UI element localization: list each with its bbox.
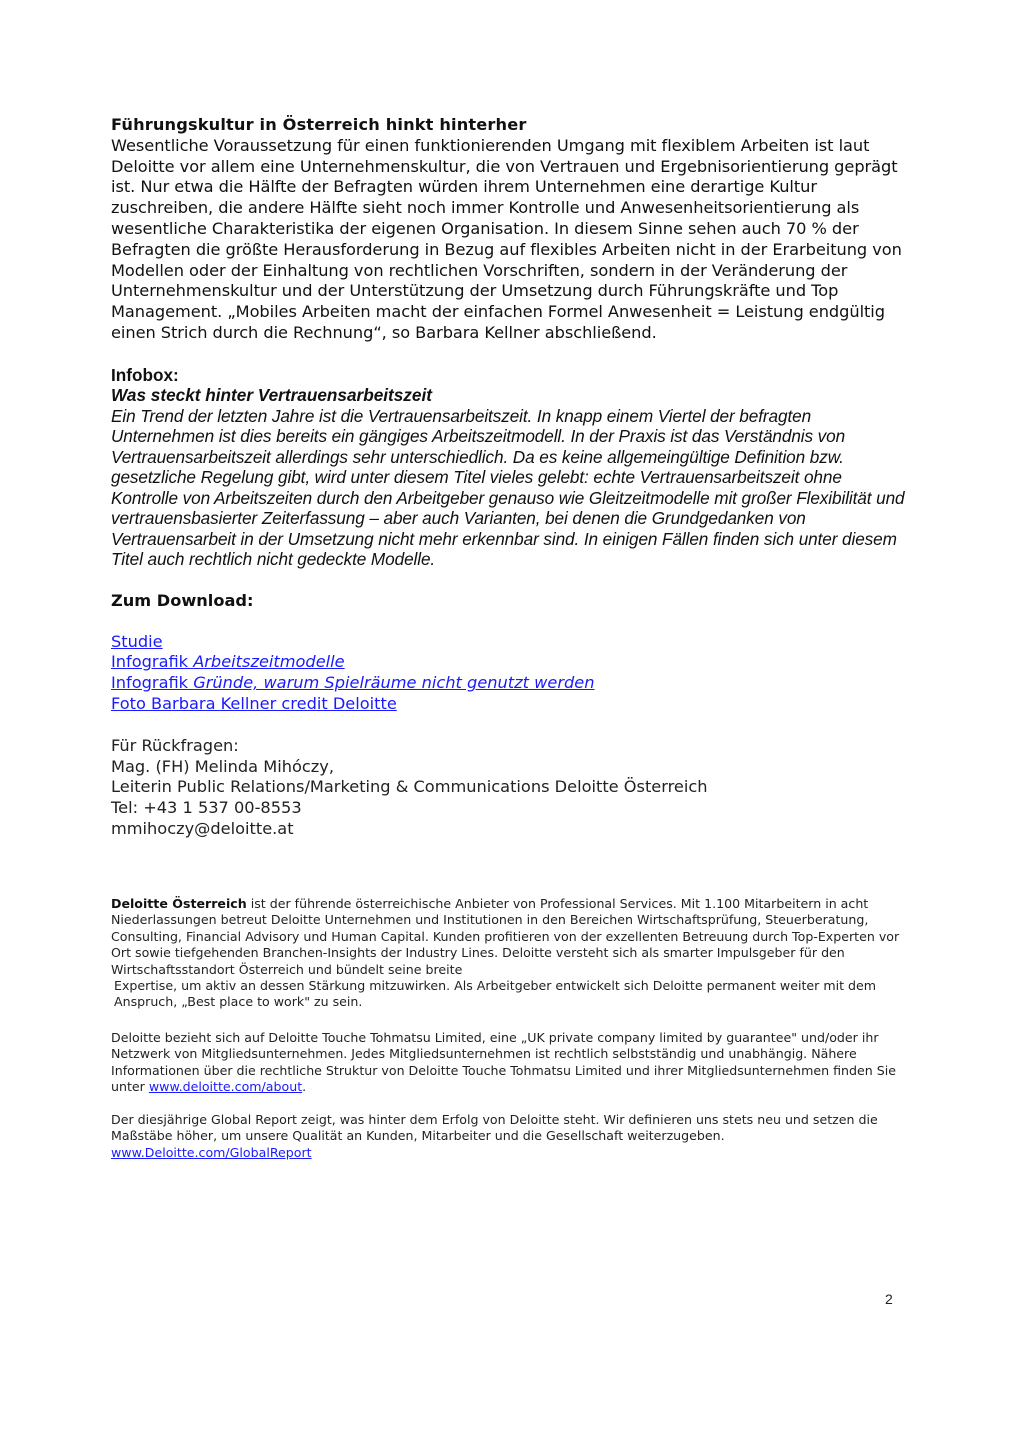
link-studie[interactable]: Studie xyxy=(111,631,163,651)
infobox-title: Was steckt hinter Vertrauensarbeitszeit xyxy=(111,385,432,406)
infobox-label: Infobox: xyxy=(111,364,179,385)
section-heading: Führungskultur in Österreich hinkt hinterher xyxy=(111,115,527,134)
link-global-report[interactable]: www.Deloitte.com/GlobalReport xyxy=(111,1144,312,1160)
boilerplate-legal: Deloitte bezieht sich auf Deloitte Touche Tohmatsu Limited, eine „UK private company limited by guarantee" und/oder ihr Netzwerk von Mitgliedsunternehmen. Jedes Mitgliedsunternehmen ist rechtlich selbstständig und unabhängig. Nähere Informationen über die rechtliche Struktur von Deloitte Touche Tohmatsu Limited und ihrer Mitgliedsunternehmen finden Sie unter www.deloitte.com/about. xyxy=(111,1030,896,1095)
boilerplate-global-report: Der diesjährige Global Report zeigt, was hinter dem Erfolg von Deloitte steht. Wir definieren uns stets neu und setzen die Maßstäbe höher, um unsere Qualität an Kunden, Mitarbeiter und die Gesellschaft weiterzugeben. www.Deloitte.com/GlobalReport xyxy=(111,1112,878,1160)
section-body: Wesentliche Voraussetzung für einen funktionierenden Umgang mit flexiblem Arbeiten ist laut Deloitte vor allem eine Unternehmenskultur, die von Vertrauen und Ergebnisorientierung geprägt ist. Nur etwa die Hälfte der Befragten würden ihrem Unternehmen eine derartige Kultur zuschreiben, die andere Hälfte sieht noch immer Kontrolle und Anwesenheitsorientierung als wesentliche Charakteristika der eigenen Organisation. In diesem Sinne sehen auch 70 % der Befragten die größte Herausforderung in Bezug auf flexibles Arbeiten nicht in der Erarbeitung von Modellen oder der Einhaltung von rechtlichen Vorschriften, sondern in der Veränderung der Unternehmenskultur und der Unterstützung der Umsetzung durch Führungskräfte und Top Management. „Mobiles Arbeiten macht der einfachen Formel Anwesenheit = Leistung endgültig einen Strich durch die Rechnung“, so Barbara Kellner abschließend. xyxy=(111,135,902,342)
contact-block xyxy=(111,736,911,840)
contact-role: Leiterin Public Relations/Marketing & Communications Deloitte Österreich xyxy=(111,777,708,797)
contact-phone: Tel: +43 1 537 00-8553 xyxy=(111,798,302,818)
link-infografik-gruende[interactable]: Infografik Gründe, warum Spielräume nicht genutzt werden xyxy=(111,673,595,693)
document-page xyxy=(111,115,911,840)
infobox-body: Ein Trend der letzten Jahre ist die Vertrauensarbeitszeit. In knapp einem Viertel der befragten Unternehmen ist dies bereits ein gängiges Arbeitszeitmodell. In der Praxis ist das Verständnis von Vertrauensarbeitszeit allerdings sehr unterschiedlich. Da es keine allgemeingültige Definition bzw. gesetzliche Regelung gibt, wird unter diesem Titel vieles gelebt: echte Vertrauensarbeitszeit ohne Kontrolle von Arbeitszeiten durch den Arbeitgeber genauso wie Gleitzeitmodelle mit großer Flexibilität und vertrauensbasierter Zeiterfassung – aber auch Varianten, bei denen die Grundgedanken von Vertrauensarbeit in der Umsetzung nicht mehr erkennbar sind. In einigen Fällen finden sich unter diesem Titel auch rechtlich nicht gedeckte Modelle. xyxy=(111,405,905,570)
link-deloitte-about[interactable]: www.deloitte.com/about xyxy=(148,1079,303,1095)
link-infografik-arbeitszeitmodelle[interactable]: Infografik Arbeitszeitmodelle xyxy=(111,652,345,672)
boilerplate-about-continued: Expertise, um aktiv an dessen Stärkung mitzuwirken. Als Arbeitgeber entwickelt sich Deloitte permanent weiter mit dem Anspruch, „Best place to work" zu sein. xyxy=(114,978,877,1010)
contact-name: Mag. (FH) Melinda Mihóczy, xyxy=(111,756,334,776)
company-name: Deloitte Österreich xyxy=(111,896,247,911)
page-number: 2 xyxy=(885,1291,893,1307)
download-heading: Zum Download: xyxy=(111,590,254,610)
download-links xyxy=(111,632,911,715)
contact-email: mmihoczy@deloitte.at xyxy=(111,818,294,838)
contact-heading: Für Rückfragen: xyxy=(111,735,239,755)
infobox xyxy=(111,365,911,570)
boilerplate-about: Deloitte Österreich ist der führende österreichische Anbieter von Professional Services. Mit 1.100 Mitarbeitern in acht Niederlassungen betreut Deloitte Unternehmen und Institutionen in den Bereichen Wirtschaftsprüfung, Steuerberatung, Consulting, Financial Advisory und Human Capital. Kunden profitieren von der exzellenten Betreuung durch Top-Experten vor Ort sowie tiefgehenden Branchen-Insights der Industry Lines. Deloitte versteht sich als smarter Impulsgeber für den Wirtschaftsstandort Österreich und bündelt seine breite Expertise, um aktiv an dessen Stärkung mitzuwirken. Als Arbeitgeber entwickelt sich Deloitte permanent weiter mit dem Anspruch, „Best place to work" zu sein. xyxy=(111,896,911,1011)
link-foto-barbara-kellner[interactable]: Foto Barbara Kellner credit Deloitte xyxy=(111,693,397,713)
